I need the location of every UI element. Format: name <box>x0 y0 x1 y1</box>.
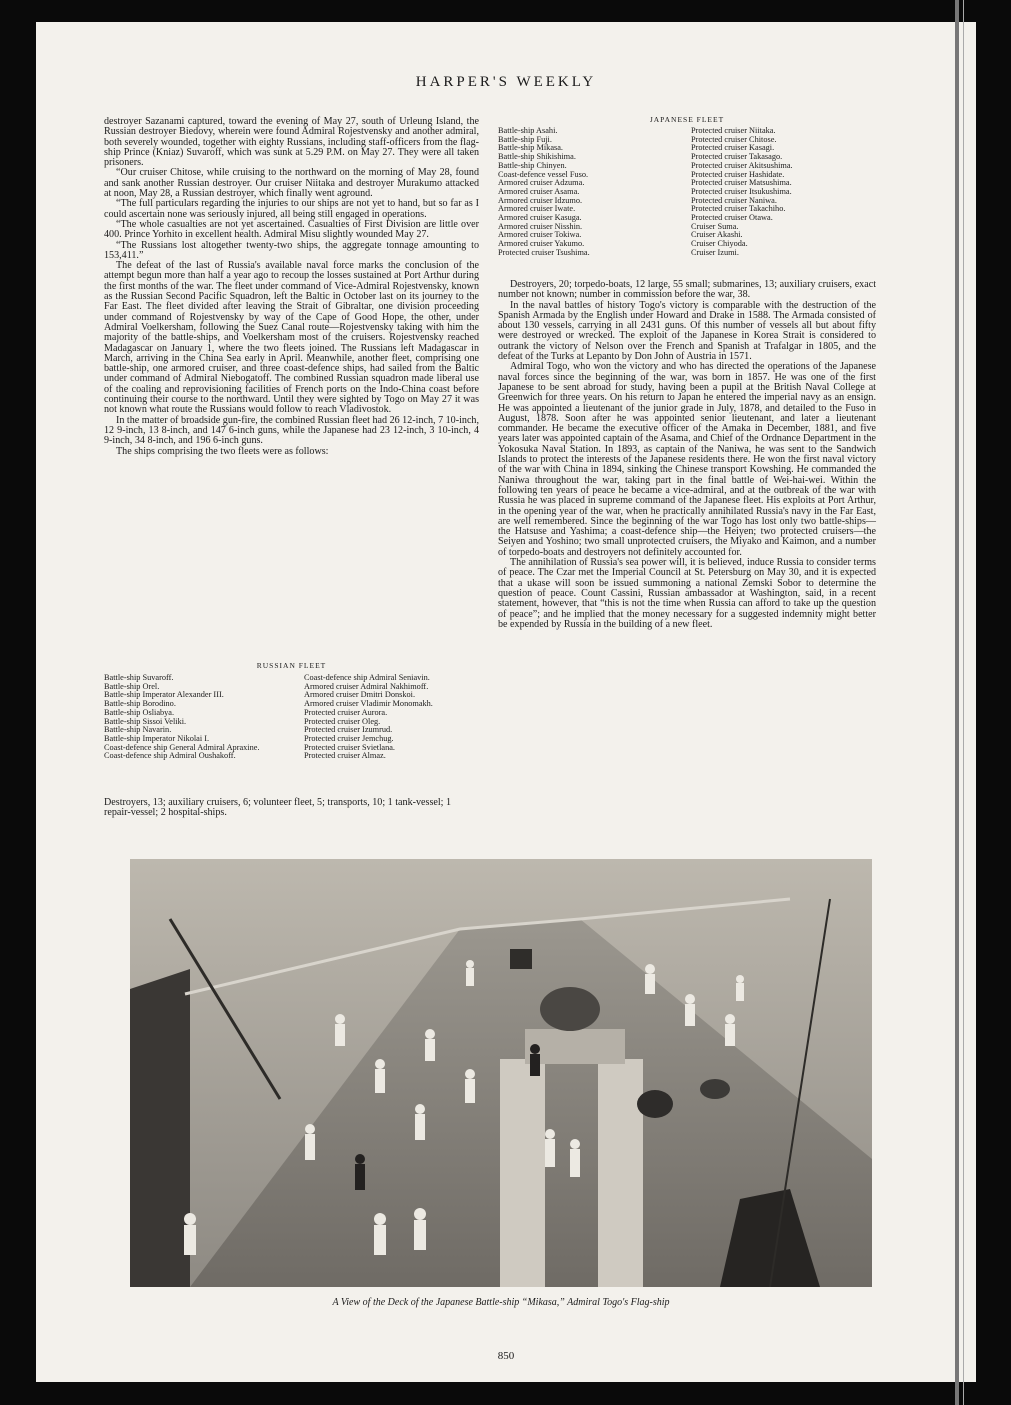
page-binding-edge <box>955 0 959 1405</box>
list-item: Protected cruiser Aurora. <box>304 708 388 717</box>
list-item: Battle-ship Navarin. <box>104 726 172 735</box>
list-item: Protected cruiser Izumrud. <box>304 726 393 735</box>
article-paragraph: In the matter of broadside gun-fire, the combined Russian fleet had 26 12-inch, 7 10-inch, 12 9-inch, 13 8-inch, and 147 6-inch guns, while the Japanese had 23 12-inch, 3 10-inch, 4 9-inch, 34 8-inch, and 196 6-inch guns. <box>104 414 479 447</box>
right-column <box>498 280 876 630</box>
article-paragraph: destroyer Sazanami captured, toward the evening of May 27, south of Urleung Island, the Russian destroyer Biedovy, wherein were found Admiral Rojestvensky and another admiral, both severely wounded, together with eighty Russians, including staff-officers from the flag-ship Prince (Kniaz) Suvaroff, which was sunk at 5.29 P.M. on May 27. They were all taken prisoners. <box>104 116 479 169</box>
list-item: Protected cruiser Matsushima. <box>691 179 792 188</box>
list-item: Protected cruiser Hashidate. <box>691 170 785 179</box>
list-item: Coast-defence ship Admiral Oushakoff. <box>104 752 236 761</box>
list-item: Armored cruiser Iwate. <box>498 205 576 214</box>
list-item: Protected cruiser Tsushima. <box>498 248 590 257</box>
document-page <box>36 22 976 1382</box>
article-paragraph: Destroyers, 20; torpedo-boats, 12 large, 55 small; submarines, 13; auxiliary cruisers, exact number not known; number in commission before the war, 38. <box>498 279 876 301</box>
list-item: Armored cruiser Yakumo. <box>498 240 585 249</box>
list-item: Protected cruiser Chitose. <box>691 135 777 144</box>
list-item: Protected cruiser Takachiho. <box>691 205 786 214</box>
page-number: 850 <box>497 1350 515 1362</box>
list-item: Battle-ship Mikasa. <box>498 144 563 153</box>
list-item: Cruiser Izumi. <box>691 248 739 257</box>
article-paragraph: Admiral Togo, who won the victory and who has directed the operations of the Japanese naval forces since the beginning of the war, was born in 1857. He was one of the first Japanese to be sent abroad for study, having been a pupil at the British Naval College at Greenwich for three years. On his return to Japan he entered the imperial navy as an ensign. He was appointed a lieutenant of the junior grade in July, 1878, and detailed to the Fuso in August, 1878. Soon after he was appointed senior lieutenant, and later a lieutenant commander. He became the executive officer of the Amaka in December, 1881, and five years later was appointed captain of the Asama, and Chief of the Ordnance Department in the Yokosuka Naval Station. In 1893, as captain of the Naniwa, he was sent to the Sandwich Islands to protect the interests of the Japanese residents there. He won the first naval victory of the war with China in 1894, sinking the Chinese transport Kowshing. He commanded the Naniwa throughout the war, taking part in the final battle of Wei-hai-wei. Within the following ten years of peace he became a vice-admiral, and at the outbreak of the war with Russia he was placed in supreme command of the Japanese fleet. His exploits at Port Arthur, in the opening year of the war, when he practically annihilated Russia's navy in the Far East, are well remembered. Since the beginning of the war Togo has lost only two battle-ships—the Hatsuse and Yashima; a coast-defence ship—the Heiyen; two protected cruisers—the Seiyen and Yoshino; two small unprotected cruisers, the Miyako and Kaimon, and a number of torpedo-boats and destroyers not definitely accounted for. <box>498 361 876 558</box>
deck-photograph <box>130 859 872 1287</box>
list-item: Battle-ship Borodino. <box>104 700 176 709</box>
list-item: Coast-defence vessel Fuso. <box>498 170 589 179</box>
russian-fleet-left-list <box>104 674 289 761</box>
article-paragraph: “The whole casualties are not yet ascertained. Casualties of First Division are little over 400. Prince Yorhito in excellent health. Admiral Misu slightly wounded May 27. <box>104 218 479 241</box>
photo-caption: A View of the Deck of the Japanese Battle-ship “Mikasa,” Admiral Togo's Flag-ship <box>332 1297 670 1308</box>
list-item: Coast-defence ship Admiral Seniavin. <box>304 674 430 682</box>
battleship-deck-illustration <box>130 859 872 1287</box>
list-item: Armored cruiser Admiral Nakhimoff. <box>304 682 429 691</box>
list-item: Battle-ship Sissoi Veliki. <box>104 717 187 726</box>
russian-fleet-heading: RUSSIAN FLEET <box>256 661 327 670</box>
list-item: Armored cruiser Idzumo. <box>498 196 583 205</box>
list-item: Battle-ship Orel. <box>104 682 160 691</box>
list-item: Protected cruiser Otawa. <box>691 214 773 223</box>
list-item: Armored cruiser Vladimir Monomakh. <box>304 700 433 709</box>
list-item: Protected cruiser Takasago. <box>691 153 783 162</box>
list-item: Protected cruiser Kasagi. <box>691 144 775 153</box>
russian-fleet-auxiliary-note: Destroyers, 13; auxiliary cruisers, 6; volunteer fleet, 5; transports, 10; 1 tank-vessel; 1 repair-vessel; 2 hospital-ships. <box>104 797 452 819</box>
list-item: Protected cruiser Akitsushima. <box>691 161 793 170</box>
japanese-fleet-heading: JAPANESE FLEET <box>649 115 725 124</box>
article-paragraph: The annihilation of Russia's sea power will, it is believed, induce Russia to consider terms of peace. The Czar met the Imperial Council at St. Petersburg on May 30, and it is expected that a ukase will soon be issued summoning a national Zemski Sobor to determine the question of peace. Count Cassini, Russian ambassador at Washington, said, in a recent statement, however, that “this is not the time when Russia can afford to take up the question of peace”; and he implied that the money necessary for a suggested indemnity might better be expended by Russia in the building of a new fleet. <box>498 557 876 630</box>
list-item: Battle-ship Imperator Nikolai I. <box>104 734 210 743</box>
list-item: Battle-ship Asahi. <box>498 127 558 135</box>
list-item: Battle-ship Fuji. <box>498 135 552 144</box>
list-item: Protected cruiser Niitaka. <box>691 127 776 135</box>
left-column <box>104 117 479 457</box>
russian-fleet-right-list <box>304 674 482 761</box>
list-item: Protected cruiser Itsukushima. <box>691 187 792 196</box>
list-item: Coast-defence ship General Admiral Apraxine. <box>104 743 260 752</box>
list-item: Armored cruiser Kasuga. <box>498 214 582 223</box>
list-item: Armored cruiser Tokiwa. <box>498 231 582 240</box>
masthead-title: HARPER'S WEEKLY <box>415 74 597 90</box>
article-paragraph: “The Russians lost altogether twenty-two ships, the aggregate tonnage amounting to 153,411.” <box>104 239 479 261</box>
list-item: Battle-ship Shikishima. <box>498 153 576 162</box>
page-binding-edge-inner <box>963 0 964 1405</box>
article-paragraph: “Our cruiser Chitose, while cruising to the northward on the morning of May 28, found and sank another Russian destroyer. Our cruiser Niitaka and destroyer Murakumo attacked at noon, May 28, a Russian destroyer, which finally went aground. <box>104 167 479 200</box>
article-paragraph: In the naval battles of history Togo's victory is comparable with the destruction of the Spanish Armada by the English under Howard and Drake in 1588. The Armada consisted of about 130 vessels, carrying in all 2431 guns. Of this number of vessels all but about fifty were destroyed or wrecked. The exploit of the Japanese in Korea Strait is considered to outrank the victory of Nelson over the French and Spanish at Trafalgar in 1805, and the defeat of the Turks at Lepanto by Don John of Austria in 1571. <box>498 299 876 363</box>
article-paragraph: “The full particulars regarding the injuries to our ships are not yet to hand, but so far as I could ascertain none was seriously injured, all being still engaged in operations. <box>104 198 479 220</box>
list-item: Protected cruiser Oleg. <box>304 717 381 726</box>
list-item: Protected cruiser Jemchug. <box>304 734 394 743</box>
japanese-fleet-right-list <box>691 127 876 258</box>
list-item: Cruiser Suma. <box>691 222 739 231</box>
list-item: Battle-ship Imperator Alexander III. <box>104 691 224 700</box>
list-item: Battle-ship Osliabya. <box>104 708 175 717</box>
list-item: Armored cruiser Dmitri Donskoi. <box>304 691 416 700</box>
list-item: Armored cruiser Nisshin. <box>498 222 583 231</box>
japanese-fleet-left-list <box>498 127 688 258</box>
list-item: Armored cruiser Asama. <box>498 187 580 196</box>
list-item: Protected cruiser Svietlana. <box>304 743 396 752</box>
article-paragraph: The ships comprising the two fleets were as follows: <box>116 445 329 457</box>
article-paragraph: The defeat of the last of Russia's available naval force marks the conclusion of the attempt begun more than half a year ago to recoup the losses sustained at Port Arthur during the first months of the war. The fleet under command of Vice-Admiral Rojestvensky, known as the Russian Second Pacific Squadron, left the Baltic in October last on its journey to the Far East. The fleet divided after leaving the Strait of Gibraltar, one division proceeding under command of Rojestvensky by way of the Cape of Good Hope, the other, under Admiral Voelkersham, following the Suez Canal route—Rojestvensky taking with him the majority of the battle-ships, and Voelkersham most of the cruisers. Rojestvensky reached Madagascar on January 1, where the two fleets joined. The Russians left Madagascar in March, arriving in the China Sea early in April. Meanwhile, another fleet, comprising one battle-ship, one armored cruiser, and three coast-defence ships, had sailed from the Baltic under command of Admiral Niebogatoff. The combined Russian squadron made liberal use of the coaling and reprovisioning facilities of French ports on the Indo-China coast before continuing their course to the northward. Until they were sighted by Togo on May 27 it was not known what route the Russians would follow to reach Vladivostok. <box>104 260 479 416</box>
list-item: Protected cruiser Almaz. <box>304 752 386 761</box>
list-item: Protected cruiser Naniwa. <box>691 196 777 205</box>
list-item: Battle-ship Suvaroff. <box>104 674 174 682</box>
list-item: Cruiser Akashi. <box>691 231 743 240</box>
list-item: Battle-ship Chinyen. <box>498 161 567 170</box>
list-item: Cruiser Chiyoda. <box>691 240 748 249</box>
list-item: Armored cruiser Adzuma. <box>498 179 585 188</box>
